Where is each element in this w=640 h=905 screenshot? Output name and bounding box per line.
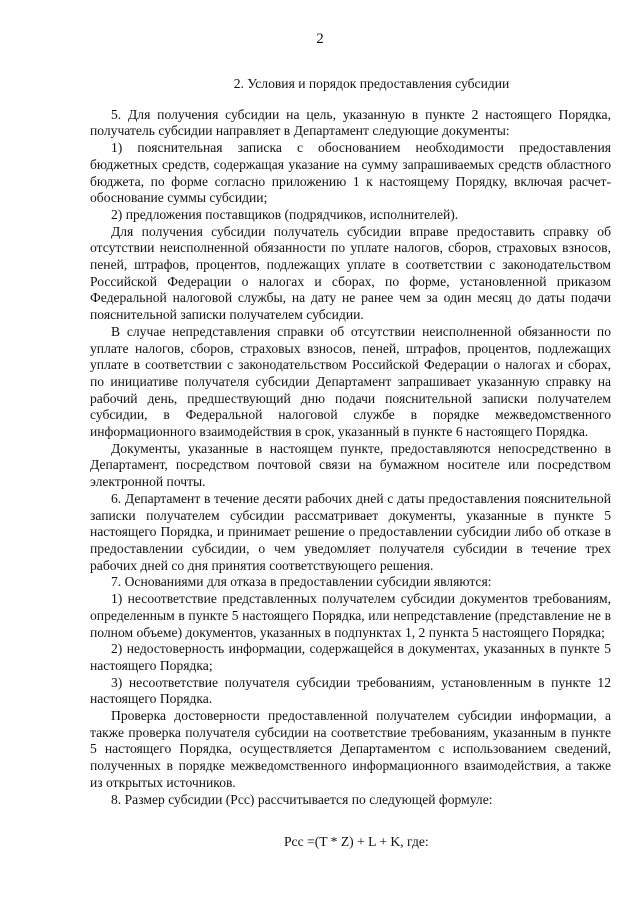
paragraph-7-item-1: 1) несоответствие представленных получателем субсидии документов требованиям, определенным в пункте 5 настоящего Порядка, или непредставление (представление не в полном объеме) документов, указанных в подпунктах 1, 2 пункта 5 настоящего Порядка; <box>90 591 611 640</box>
paragraph-7-item-2: 2) недостоверность информации, содержащейся в документах, указанных в пункте 5 настоящего Порядка; <box>90 641 611 673</box>
document-body <box>90 76 611 851</box>
paragraph-tax-certificate: Для получения субсидии получатель субсидии вправе предоставить справку об отсутствии неисполненной обязанности по уплате налогов, сборов, страховых взносов, пеней, штрафов, процентов, подлежащих уплате в соответствии с законодательством Российской Федерации о налогах и сборах, по форме, установленной приказом Федеральной налоговой службы, на дату не ранее чем за один месяц до даты подачи пояснительной записки получателем субсидии. <box>90 223 611 323</box>
paragraph-7-intro: 7. Основаниями для отказа в предоставлении субсидии являются: <box>111 574 492 590</box>
paragraph-7-item-3: 3) несоответствие получателя субсидии требованиям, установленным в пункте 12 настоящего Порядка. <box>90 674 611 707</box>
section-heading: 2. Условия и порядок предоставления субсидии <box>233 76 510 91</box>
paragraph-8: 8. Размер субсидии (Рсс) рассчитывается по следующей формуле: <box>111 791 493 807</box>
paragraph-verification: Проверка достоверности предоставленной получателем субсидии информации, а также проверка получателя субсидии на соответствие требованиям, указанным в пункте 5 настоящего Порядка, осуществляется Департаментом с использованием сведений, полученных в порядке межведомственного информационного взаимодействия, а также из открытых источников. <box>90 708 611 790</box>
paragraph-5-item-1: 1) пояснительная записка с обоснованием необходимости предоставления бюджетных средств, содержащая указание на сумму запрашиваемых средств областного бюджета, по форме согласно приложению 1 к настоящему Порядку, включая расчет-обоснование суммы субсидии; <box>90 140 611 206</box>
paragraph-5-intro: 5. Для получения субсидии на цель, указанную в пункте 2 настоящего Порядка, получатель субсидии направляет в Департамент следующие документы: <box>90 106 611 139</box>
page-number: 2 <box>316 31 324 47</box>
paragraph-document-delivery: Документы, указанные в настоящем пункте, предоставляются непосредственно в Департамент, посредством почтовой связи на бумажном носителе или посредством электронной почты. <box>90 440 611 490</box>
paragraph-5-item-2: 2) предложения поставщиков (подрядчиков, исполнителей). <box>111 206 459 222</box>
subsidy-formula: Рсс =(T * Z) + L + K, где: <box>284 834 429 850</box>
paragraph-6: 6. Департамент в течение десяти рабочих дней с даты предоставления пояснительной записки получателем субсидии рассматривает документы, указанные в пункте 5 настоящего Порядка, и принимает решение о предоставлении субсидии либо об отказе в предоставлении субсидии, о чем уведомляет получателя субсидии в течение трех рабочих дней со дня принятия соответствующего решения. <box>90 490 611 573</box>
paragraph-certificate-request: В случае непредставления справки об отсутствии неисполненной обязанности по уплате налогов, сборов, страховых взносов, пеней, штрафов, процентов, подлежащих уплате в соответствии с законодательством Российской Федерации о налогах и сборах, по инициативе получателя субсидии Департамент запрашивает указанную справку на рабочий день, предшествующий дню подачи пояснительной записки получателем субсидии, в Федеральной налоговой службе в порядке межведомственного информационного взаимодействия в срок, указанный в пункте 6 настоящего Порядка. <box>90 323 611 440</box>
